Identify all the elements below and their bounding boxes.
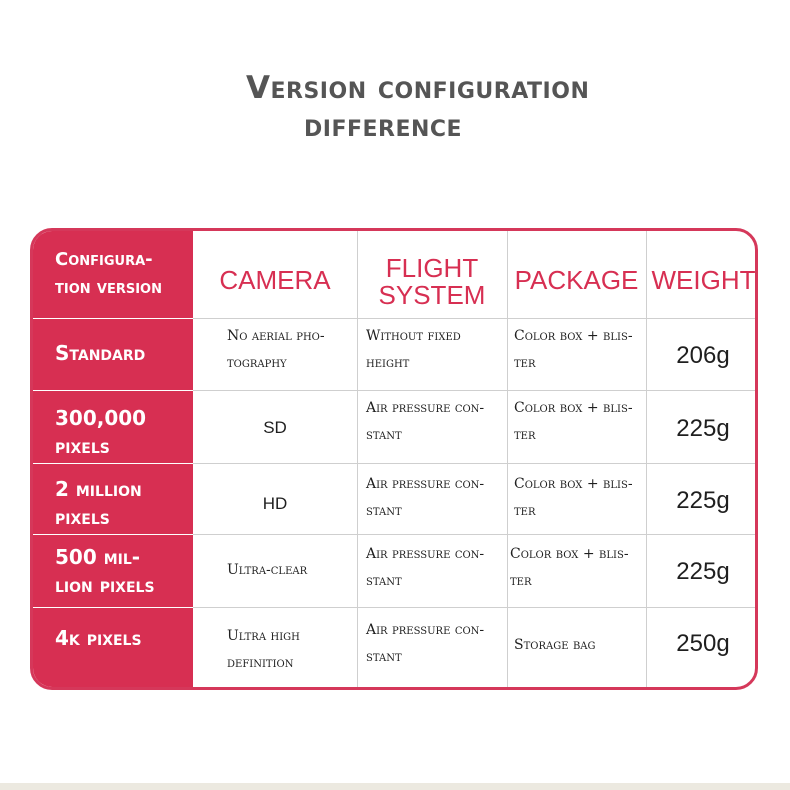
header-flight-line-2: SYSTEM bbox=[378, 280, 486, 310]
row-flight-line-1: Without fixed bbox=[366, 328, 461, 344]
row-version-line-2: pixels bbox=[55, 505, 110, 529]
row-camera: HD bbox=[262, 494, 288, 513]
row-weight: 225g bbox=[676, 487, 730, 514]
row-flight-line-1: Air pressure con- bbox=[366, 476, 485, 492]
row-package bbox=[514, 323, 644, 377]
header-flight-system bbox=[357, 255, 507, 309]
row-camera-line-1: No aerial pho- bbox=[227, 328, 325, 344]
row-weight: 206g bbox=[676, 342, 730, 369]
row-camera bbox=[227, 323, 352, 377]
row-camera bbox=[227, 623, 352, 677]
row-version-500-million bbox=[55, 543, 191, 599]
row-package bbox=[510, 541, 644, 595]
row-divider bbox=[193, 318, 758, 319]
row-package bbox=[514, 471, 644, 525]
row-flight bbox=[366, 471, 504, 525]
row-flight-line-2: stant bbox=[366, 503, 402, 519]
row-version-line-1: 500 mil- bbox=[55, 545, 141, 569]
page-title: Version configuration bbox=[246, 70, 590, 106]
row-camera: SD bbox=[263, 418, 287, 437]
row-flight-line-1: Air pressure con- bbox=[366, 546, 485, 562]
row-package-line-2: ter bbox=[514, 427, 536, 443]
label-divider bbox=[33, 607, 193, 608]
row-package: Storage bag bbox=[514, 637, 596, 653]
header-config-label-line-2: tion version bbox=[55, 277, 162, 298]
label-divider bbox=[33, 534, 193, 535]
row-camera-line-2: tography bbox=[227, 355, 287, 371]
header-config-label-line-1: Configura- bbox=[55, 249, 153, 270]
row-version-standard bbox=[55, 339, 191, 367]
row-flight-line-1: Air pressure con- bbox=[366, 400, 485, 416]
row-camera-line-1: Ultra high bbox=[227, 628, 300, 644]
row-package-line-2: ter bbox=[510, 573, 532, 589]
label-divider bbox=[33, 463, 193, 464]
row-divider bbox=[193, 534, 758, 535]
row-divider bbox=[193, 607, 758, 608]
header-config-label bbox=[55, 246, 191, 302]
row-version-line-2: lion pixels bbox=[55, 573, 155, 597]
row-weight: 225g bbox=[676, 415, 730, 442]
row-version-line-1: 2 million bbox=[55, 477, 142, 501]
header-camera: CAMERA bbox=[219, 265, 331, 295]
row-version-300000 bbox=[55, 404, 191, 460]
page-title-line-2: difference bbox=[304, 108, 463, 144]
row-divider bbox=[193, 463, 758, 464]
row-package-line-1: Color box + blis- bbox=[514, 400, 633, 416]
row-package-line-2: ter bbox=[514, 355, 536, 371]
label-divider bbox=[33, 318, 193, 319]
row-version-line-1: 300,000 bbox=[55, 406, 147, 430]
row-flight-line-2: stant bbox=[366, 573, 402, 589]
label-divider bbox=[33, 390, 193, 391]
row-version-2-million bbox=[55, 475, 191, 531]
row-version-line-2: pixels bbox=[55, 434, 110, 458]
row-flight-line-1: Air pressure con- bbox=[366, 622, 485, 638]
configuration-table bbox=[30, 228, 758, 690]
bottom-strip bbox=[0, 783, 790, 790]
header-package: PACKAGE bbox=[514, 265, 639, 295]
row-flight bbox=[366, 395, 504, 449]
row-flight-line-2: stant bbox=[366, 427, 402, 443]
row-camera-line-2: definition bbox=[227, 655, 294, 671]
column-divider bbox=[507, 231, 508, 687]
row-package-line-2: ter bbox=[514, 503, 536, 519]
row-version-line-1: Standard bbox=[55, 341, 146, 365]
header-weight: WEIGHT bbox=[651, 265, 756, 295]
row-package-line-1: Color box + blis- bbox=[514, 476, 633, 492]
row-version-4k bbox=[55, 624, 191, 652]
row-flight-line-2: height bbox=[366, 355, 410, 371]
row-flight bbox=[366, 541, 504, 595]
row-package-line-1: Color box + blis- bbox=[514, 328, 633, 344]
row-version-line-1: 4k pixels bbox=[55, 626, 142, 650]
row-package bbox=[514, 395, 644, 449]
row-flight bbox=[366, 323, 504, 377]
row-package-line-1: Color box + blis- bbox=[510, 546, 629, 562]
column-divider bbox=[646, 231, 647, 687]
row-weight: 250g bbox=[676, 630, 730, 657]
row-weight: 225g bbox=[676, 558, 730, 585]
header-flight-line-1: FLIGHT bbox=[385, 253, 479, 283]
row-camera: Ultra-clear bbox=[227, 562, 308, 578]
row-divider bbox=[193, 390, 758, 391]
row-flight bbox=[366, 617, 504, 671]
row-flight-line-2: stant bbox=[366, 649, 402, 665]
